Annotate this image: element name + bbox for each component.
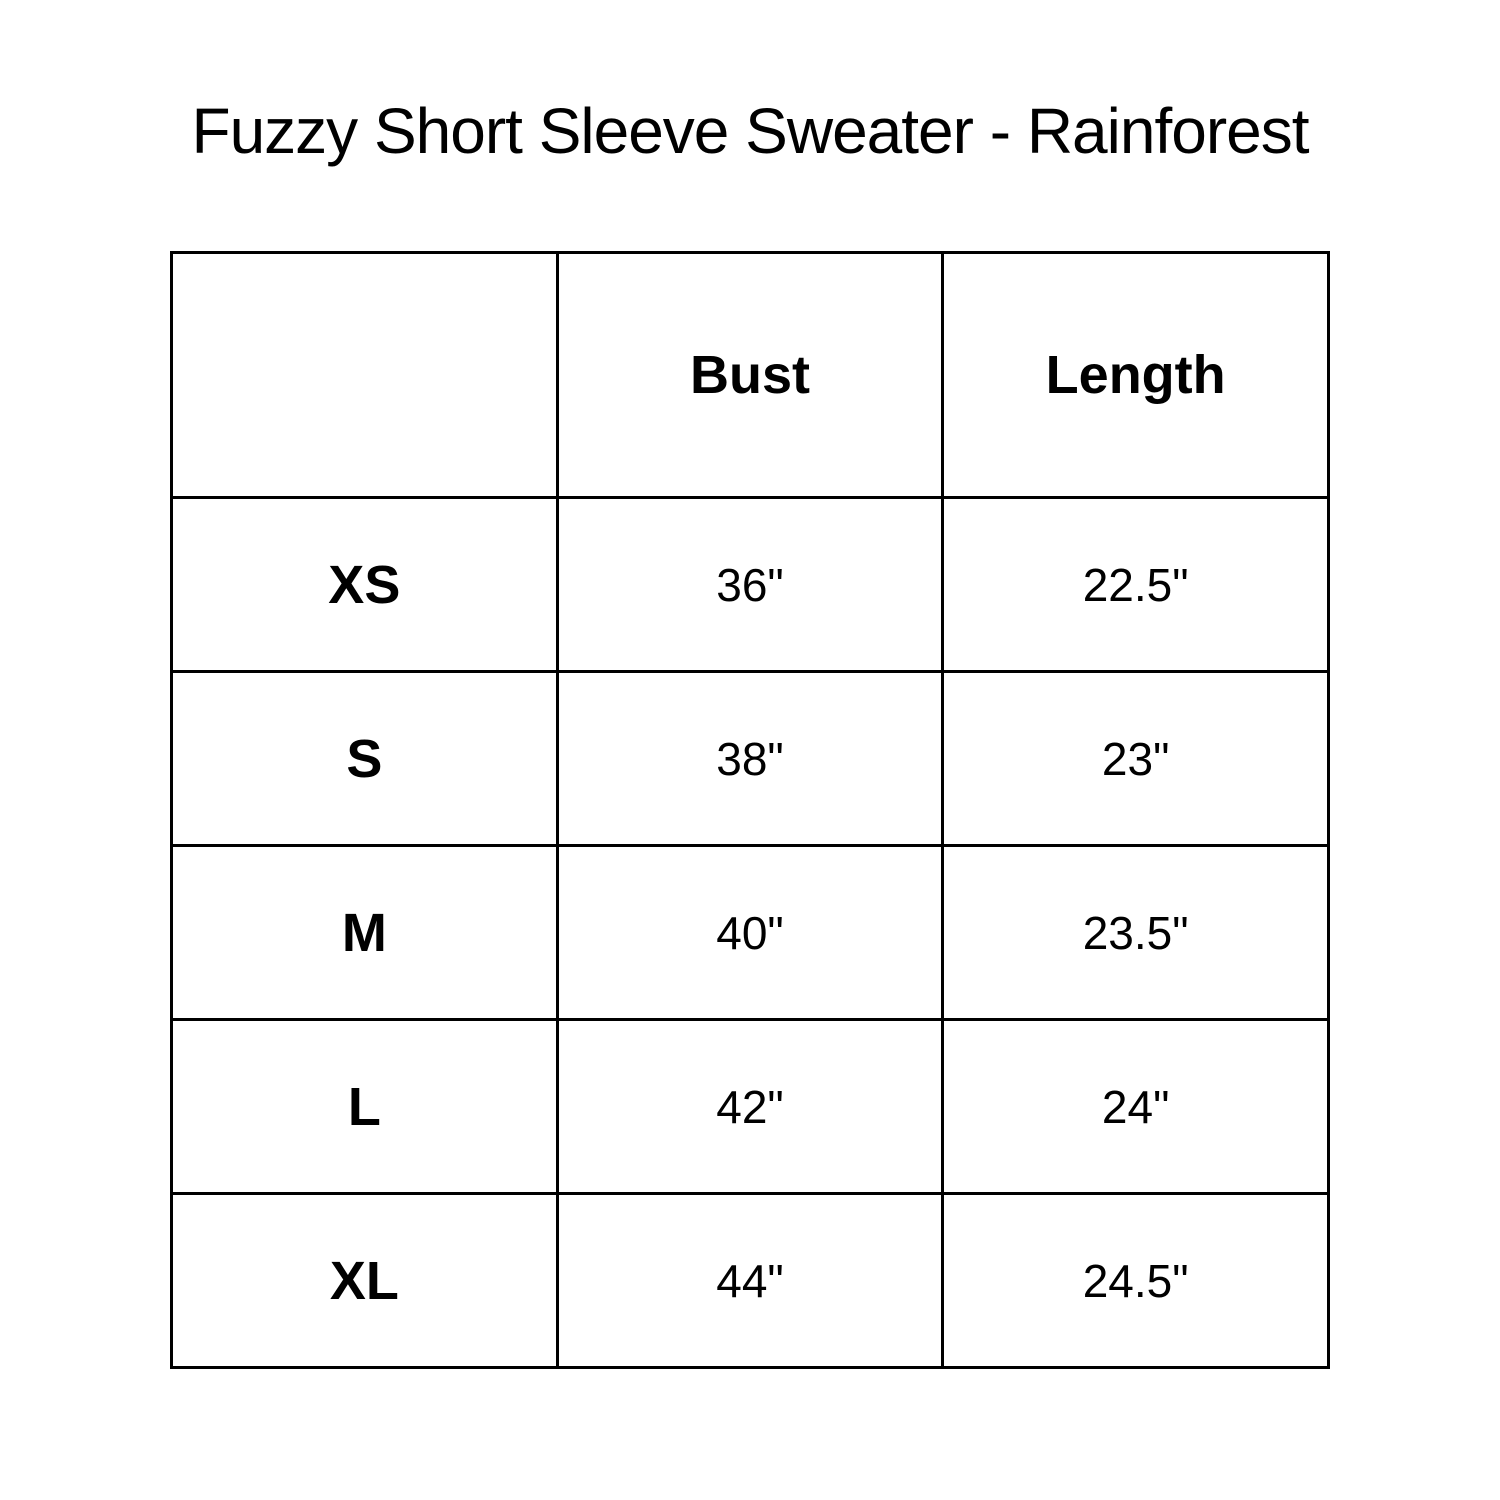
size-cell: S <box>172 672 558 846</box>
size-header-cell <box>172 253 558 498</box>
bust-cell: 36" <box>557 498 943 672</box>
length-cell: 23" <box>943 672 1329 846</box>
bust-cell: 38" <box>557 672 943 846</box>
size-chart-table <box>170 251 1330 1369</box>
bust-cell: 44" <box>557 1194 943 1368</box>
bust-cell: 42" <box>557 1020 943 1194</box>
length-cell: 24.5" <box>943 1194 1329 1368</box>
length-cell: 24" <box>943 1020 1329 1194</box>
size-cell: M <box>172 846 558 1020</box>
length-cell: 23.5" <box>943 846 1329 1020</box>
table-row-xl <box>172 1194 1329 1368</box>
size-cell: XL <box>172 1194 558 1368</box>
size-cell: XS <box>172 498 558 672</box>
table-row-xs <box>172 498 1329 672</box>
table-row-s <box>172 672 1329 846</box>
page-title: Fuzzy Short Sleeve Sweater - Rainforest <box>191 95 1309 167</box>
length-cell: 22.5" <box>943 498 1329 672</box>
table-row-m <box>172 846 1329 1020</box>
size-cell: L <box>172 1020 558 1194</box>
bust-header-cell: Bust <box>557 253 943 498</box>
table-row-l <box>172 1020 1329 1194</box>
header-row <box>172 253 1329 498</box>
length-header-cell: Length <box>943 253 1329 498</box>
bust-cell: 40" <box>557 846 943 1020</box>
